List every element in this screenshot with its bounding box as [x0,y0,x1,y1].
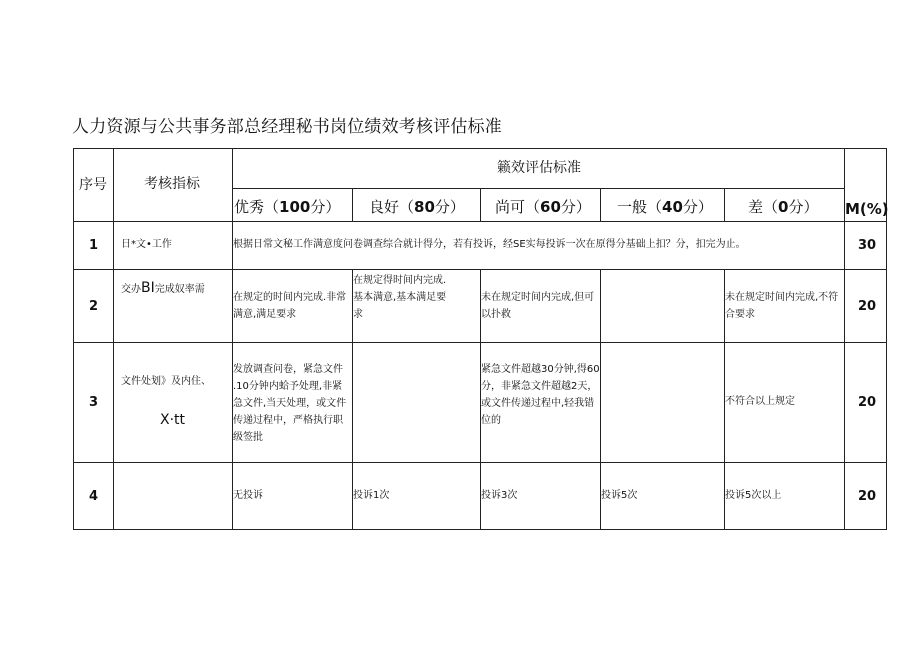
header-no: 序号 [79,177,107,193]
col-divider-excellent [352,188,353,222]
grade-fair: 尚可（60分） [495,198,591,216]
header-indicator: 考核指标 [144,176,200,192]
header-standard: 籁效评估标准 [497,160,581,176]
col-divider-no [113,148,114,530]
row4-average: 投诉5次 [601,490,638,501]
row4-fair: 投诉3次 [481,490,518,501]
row4-poor: 投诉5次以上 [725,490,782,501]
grade-header-divider [232,188,844,189]
row2-weight: 20 [858,299,877,314]
grade-poor: 差（0分） [748,198,819,216]
grade-excellent: 优秀（100分） [234,198,341,216]
row2-excellent: 在规定的时间内完成.非常 满意,满足要求 [233,292,347,320]
col-divider-good [480,188,481,222]
row4-weight: 20 [858,489,877,504]
page-title: 人力资源与公共事务部总经理秘书岗位绩效考核评估标准 [72,117,502,137]
row3-indicator-line2: X·tt [160,412,186,428]
header-weight: M(%) [845,200,889,218]
row1-weight: 30 [858,238,877,253]
row2-no: 2 [89,299,99,314]
row4-no: 4 [89,489,99,504]
col-divider-average [724,188,725,222]
row3-poor: 不符合以上规定 [725,396,795,407]
row3-fair: 紧急文件超越30分钟,得60 分，非紧急文件超越2天， 或文件传递过程中,轻我错 位的 [481,364,600,426]
row3-weight: 20 [858,395,877,410]
grade-average: 一般（40分） [617,198,713,216]
row3-excellent: 发放调查问卷，紧急文件 .10分钟内蛤予处理,非紧 急文件,当天处理，或文件 传递过程中，严格执行职 级签批 [233,364,347,443]
row4-good: 投诉1次 [353,490,390,501]
row2-indicator: 交办BI完成奴率需 [121,280,205,296]
table-border-top [73,148,887,149]
row2-good: 在规定得时间内完成. 基本满意,基本满足要 求 [353,275,447,320]
table-border-left [73,148,74,530]
row3-indicator-line1: 文件处划》及内住、 [121,376,211,387]
row3-no: 3 [89,395,99,410]
col-divider-indicator [232,148,233,530]
row1-merged-standard: 根据日常文秘工作满意度问卷调查综合就计得分，若有投诉，经SE实每投诉一次在原得分基础上扣？分，扣完为止。 [233,239,746,250]
row1-indicator: 日*文•工作 [121,239,172,250]
row1-no: 1 [89,238,99,253]
row2-poor: 未在规定时间内完成,不符 合要求 [725,292,839,320]
grade-good: 良好（80分） [369,198,465,216]
row4-excellent: 无投诉 [233,490,263,501]
col-divider-fair [600,188,601,222]
row2-fair: 未在规定时间内完成,但可 以扑救 [481,292,595,320]
